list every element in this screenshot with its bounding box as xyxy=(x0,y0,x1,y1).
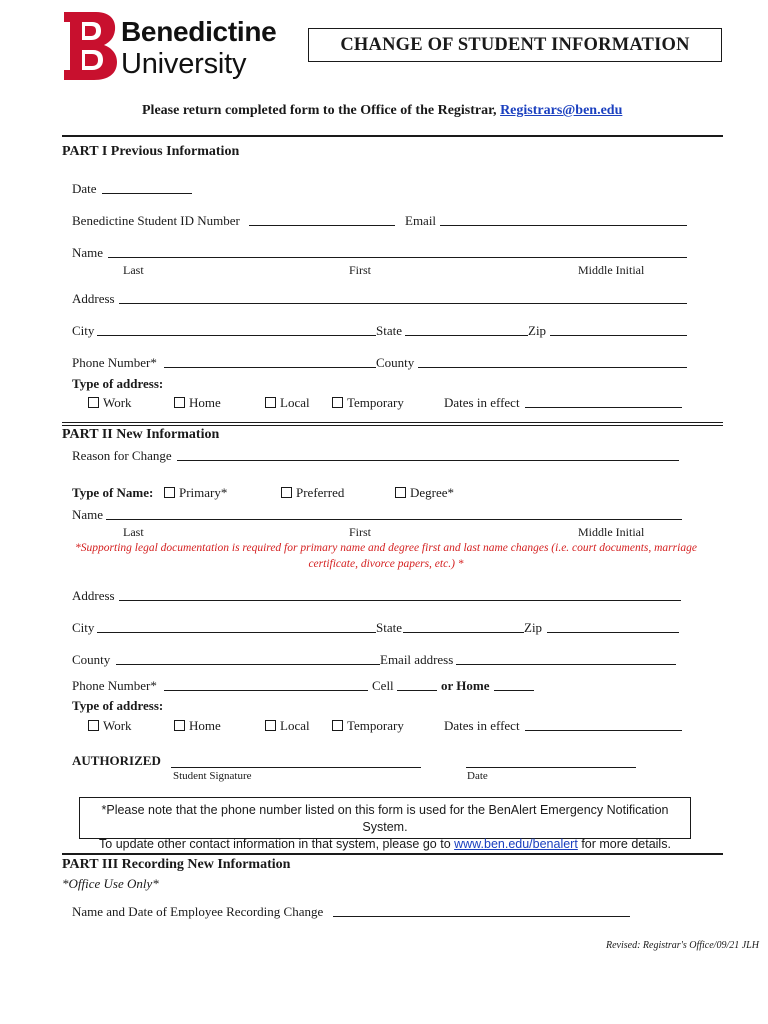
p1-state-field[interactable] xyxy=(405,335,528,336)
p1-county-field[interactable] xyxy=(418,367,687,368)
university-logo xyxy=(60,10,290,84)
p1-date-label: Date xyxy=(72,181,97,196)
p2-checkbox-local[interactable] xyxy=(265,718,310,734)
part1-divider-a xyxy=(62,422,723,423)
notice-line1: *Please note that the phone number listed on this form is used for the BenAlert Emergency Notification System. xyxy=(101,803,669,834)
checkbox-icon xyxy=(88,397,99,408)
checkbox-label: Degree* xyxy=(410,485,455,500)
logo-name-line1: Benedictine xyxy=(121,16,277,47)
p2-type-of-name-label: Type of Name: xyxy=(72,485,154,500)
p2-checkbox-work[interactable] xyxy=(88,718,132,734)
p1-type-of-address-label: Type of address: xyxy=(72,376,164,391)
part3-heading: PART III Recording New Information xyxy=(62,857,291,872)
p1-checkbox-temporary[interactable] xyxy=(332,395,404,411)
checkbox-label: Temporary xyxy=(347,395,404,410)
p2-city-field[interactable] xyxy=(97,632,376,633)
employee-recording-label: Name and Date of Employee Recording Change xyxy=(72,904,324,919)
p1-checkbox-local[interactable] xyxy=(265,395,310,411)
checkbox-label: Primary* xyxy=(179,485,228,500)
p2-checkbox-temporary[interactable] xyxy=(332,718,404,734)
p2-county-label: County xyxy=(72,652,111,667)
p2-name-label: Name xyxy=(72,507,104,522)
p1-email-label: Email xyxy=(405,213,437,228)
p2-name-middle: Middle Initial xyxy=(578,525,645,539)
checkbox-label: Home xyxy=(189,395,221,410)
p2-name-field[interactable] xyxy=(106,519,682,520)
p1-name-last: Last xyxy=(123,263,144,277)
p2-county-field[interactable] xyxy=(116,664,380,665)
p2-checkbox-home[interactable] xyxy=(174,718,221,734)
p2-dates-in-effect-label: Dates in effect xyxy=(444,718,520,733)
notice-line2-text: To update other contact information in that system, please go to xyxy=(99,837,451,851)
p1-name-label: Name xyxy=(72,245,104,260)
p1-state-label: State xyxy=(376,323,402,338)
p1-phone-label: Phone Number* xyxy=(72,355,157,370)
logo-name-line2: University xyxy=(121,48,247,80)
employee-recording-field[interactable] xyxy=(333,916,630,917)
benalert-link[interactable]: www.ben.edu/benalert xyxy=(454,837,578,851)
checkbox-label: Local xyxy=(280,718,310,733)
p2-name-last: Last xyxy=(123,525,144,539)
p2-state-label: State xyxy=(376,620,402,635)
checkbox-label: Home xyxy=(189,718,221,733)
authorized-label: AUTHORIZED xyxy=(72,753,161,768)
revision-footer: Revised: Registrar's Office/09/21 JLH xyxy=(606,940,759,951)
p2-city-label: City xyxy=(72,620,95,635)
checkbox-icon xyxy=(332,397,343,408)
p1-phone-field[interactable] xyxy=(164,367,376,368)
p1-name-first: First xyxy=(349,263,372,277)
student-signature-label: Student Signature xyxy=(173,770,252,782)
p2-checkbox-degree[interactable] xyxy=(395,485,454,501)
checkbox-icon xyxy=(395,487,406,498)
p2-phone-label: Phone Number* xyxy=(72,678,157,693)
notice-line2 xyxy=(80,836,690,853)
p2-address-label: Address xyxy=(72,588,115,603)
p2-reason-field[interactable] xyxy=(177,460,679,461)
p2-email-address-field[interactable] xyxy=(456,664,676,665)
p1-address-field[interactable] xyxy=(119,303,687,304)
checkbox-label: Local xyxy=(280,395,310,410)
p2-cell-field[interactable] xyxy=(397,690,437,691)
p2-home-field[interactable] xyxy=(494,690,534,691)
checkbox-icon xyxy=(174,397,185,408)
p1-student-id-field[interactable] xyxy=(249,225,395,226)
top-divider xyxy=(62,135,723,137)
logo-b-mark-icon xyxy=(60,10,118,82)
form-title: CHANGE OF STUDENT INFORMATION xyxy=(308,28,722,62)
part1-heading: PART I Previous Information xyxy=(62,144,240,159)
p1-date-field[interactable] xyxy=(102,193,192,194)
p2-zip-field[interactable] xyxy=(547,632,679,633)
p1-checkbox-home[interactable] xyxy=(174,395,221,411)
checkbox-label: Work xyxy=(103,395,132,410)
p1-dates-in-effect-label: Dates in effect xyxy=(444,395,520,410)
checkbox-icon xyxy=(265,397,276,408)
checkbox-label: Preferred xyxy=(296,485,345,500)
notice-line2-tail: for more details. xyxy=(581,837,671,851)
p2-reason-label: Reason for Change xyxy=(72,448,172,463)
checkbox-icon xyxy=(174,720,185,731)
legal-doc-note-line2: certificate, divorce papers, etc.) * xyxy=(308,558,464,570)
p2-or-home-label: or Home xyxy=(441,678,490,693)
signature-date-field[interactable] xyxy=(466,767,636,768)
legal-doc-note-line1: *Supporting legal documentation is required for primary name and degree first and last name changes (i.e. court documents, marriage xyxy=(75,542,697,554)
p1-email-field[interactable] xyxy=(440,225,687,226)
checkbox-icon xyxy=(281,487,292,498)
p1-address-label: Address xyxy=(72,291,115,306)
checkbox-label: Work xyxy=(103,718,132,733)
p2-type-of-address-label: Type of address: xyxy=(72,698,164,713)
p1-student-id-label: Benedictine Student ID Number xyxy=(72,213,240,228)
student-signature-field[interactable] xyxy=(171,767,421,768)
office-use-only: *Office Use Only* xyxy=(62,876,159,891)
part3-divider xyxy=(62,853,723,855)
p1-checkbox-work[interactable] xyxy=(88,395,132,411)
part2-heading: PART II New Information xyxy=(62,427,220,442)
p2-state-field[interactable] xyxy=(403,632,524,633)
signature-date-label: Date xyxy=(467,770,488,782)
p2-address-field[interactable] xyxy=(119,600,681,601)
checkbox-icon xyxy=(164,487,175,498)
part1-divider-b xyxy=(62,425,723,426)
checkbox-icon xyxy=(332,720,343,731)
return-instruction xyxy=(142,103,622,119)
instruction-text: Please return completed form to the Office of the Registrar, xyxy=(142,103,497,118)
registrar-email-link[interactable]: Registrars@ben.edu xyxy=(500,103,623,118)
checkbox-icon xyxy=(88,720,99,731)
p1-zip-label: Zip xyxy=(528,323,547,338)
p2-email-address-label: Email address xyxy=(380,652,454,667)
checkbox-icon xyxy=(265,720,276,731)
p2-checkbox-primary[interactable] xyxy=(164,485,227,501)
checkbox-label: Temporary xyxy=(347,718,404,733)
p1-zip-field[interactable] xyxy=(550,335,687,336)
p2-dates-in-effect-field[interactable] xyxy=(525,730,682,731)
p1-city-label: City xyxy=(72,323,95,338)
p1-name-middle: Middle Initial xyxy=(578,263,645,277)
p2-zip-label: Zip xyxy=(524,620,543,635)
p2-name-first: First xyxy=(349,525,372,539)
benalert-notice-box xyxy=(79,797,691,851)
p1-dates-in-effect-field[interactable] xyxy=(525,407,682,408)
p2-checkbox-preferred[interactable] xyxy=(281,485,344,501)
p2-cell-label: Cell xyxy=(372,678,394,693)
p1-city-field[interactable] xyxy=(97,335,376,336)
p2-phone-field[interactable] xyxy=(164,690,368,691)
p1-name-field[interactable] xyxy=(108,257,687,258)
p1-county-label: County xyxy=(376,355,415,370)
